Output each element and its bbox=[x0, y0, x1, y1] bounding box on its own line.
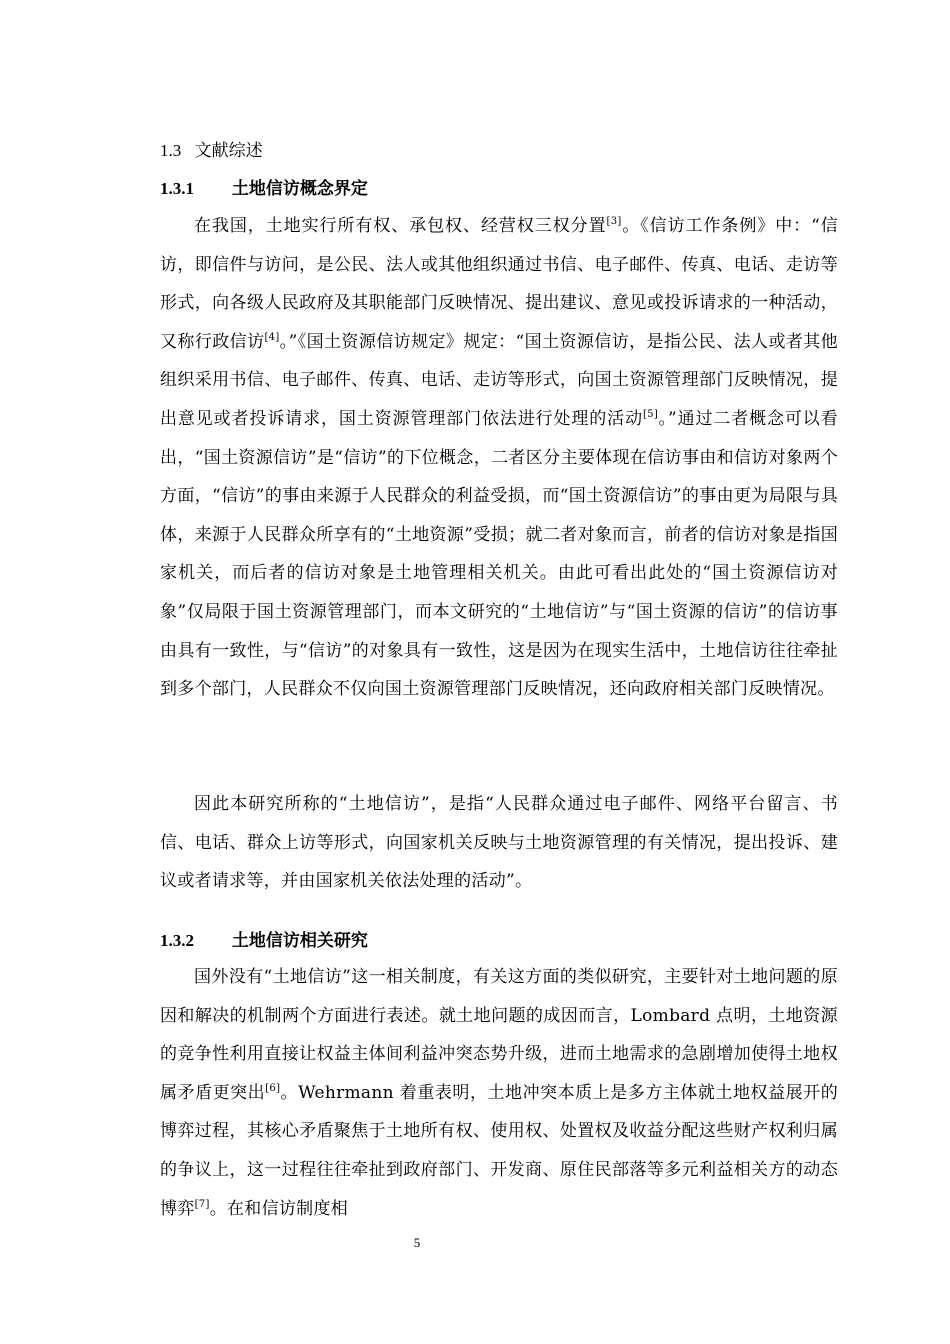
citation-ref: [4] bbox=[264, 331, 280, 343]
citation-ref: [7] bbox=[194, 1198, 210, 1210]
subsection-heading-1 bbox=[160, 177, 368, 201]
paragraph-research bbox=[160, 958, 838, 1228]
text-run: 因此本研究所称的“土地信访”，是指“人民群众通过电子邮件、网络平台留言、书信、电话、群众上访等形式，向国家机关反映与土地资源管理的有关情况，提出投诉、建议或者请求等，并由国家机关依法处理的活动”。 bbox=[160, 794, 838, 892]
page-number: 5 bbox=[413, 1235, 421, 1250]
text-run: 。《信访工作条例》中：“信访，即信件与访问，是公民、法人或其他组织通过书信、电子邮件、传真、电话、走访等形式，向各级人民政府及其职能部门反映情况、提出建议、意见或投诉请求的一种活动，又称行政信访 bbox=[160, 216, 838, 352]
text-run: 。”《国土资源信访规定》规定：“国土资源信访，是指公民、法人或者其他组织采用书信、电子邮件、传真、电话、走访等形式，向国土资源管理部门反映情况，提出意见或者投诉请求，国土资源管理部门依法进行处理的活动 bbox=[160, 331, 838, 429]
text-run: 。在和信访制度相 bbox=[209, 1198, 349, 1219]
subsection-title: 土地信访相关研究 bbox=[231, 931, 368, 951]
text-run: 。”通过二者概念可以看出，“国土资源信访”是“信访”的下位概念，二者区分主要体现在信访事由和信访对象两个方面，“信访”的事由来源于人民群众的利益受损，而“国土资源信访”的事由更为局限与具体，来源于人民群众所享有的“土地资源”受损；就二者对象而言，前者的信访对象是指国家机关，而后者的信访对象是土地管理相关机关。由此可看出此处的“国土资源信访对象”仅局限于国土资源管理部门，而本文研究的“土地信访”与“国土资源的信访”的信访事由具有一致性，与“信访”的对象具有一致性，这是因为在现实生活中，土地信访往往牵扯到多个部门，人民群众不仅向国土资源管理部门反映情况，还向政府相关部门反映情况。 bbox=[160, 408, 838, 700]
text-run: 在我国，土地实行所有权、承包权、经营权三权分置 bbox=[194, 216, 607, 236]
section-title: 文献综述 bbox=[194, 141, 263, 161]
subsection-title: 土地信访概念界定 bbox=[231, 179, 368, 199]
citation-ref: [5] bbox=[642, 408, 659, 420]
subsection-number: 1.3.1 bbox=[160, 179, 194, 198]
paragraph-definition bbox=[160, 207, 838, 709]
text-run: 。Wehrmann 着重表明，土地冲突本质上是多方主体就土地权益展开的博弈过程，其核心矛盾聚焦于土地所有权、使用权、处置权及收益分配这些财产权利归属的争议上，这一过程往往牵扯到政府部门、开发商、原住民部落等多元利益相关方的动态博弈 bbox=[160, 1082, 838, 1219]
text-run: 国外没有“土地信访”这一相关制度，有关这方面的类似研究，主要针对土地问题的原因和解决的机制两个方面进行表述。就土地问题的成因而言，Lombard 点明，土地资源的竞争性利用直接让权益主体间利益冲突态势升级，进而土地需求的急剧增加使得土地权属矛盾更突出 bbox=[160, 967, 838, 1103]
section-heading bbox=[160, 139, 263, 163]
subsection-heading-2 bbox=[160, 929, 368, 953]
subsection-number: 1.3.2 bbox=[160, 931, 194, 950]
citation-ref: [3] bbox=[606, 216, 622, 227]
section-number: 1.3 bbox=[160, 141, 182, 160]
citation-ref: [6] bbox=[265, 1082, 281, 1094]
paragraph-scope bbox=[160, 785, 838, 901]
